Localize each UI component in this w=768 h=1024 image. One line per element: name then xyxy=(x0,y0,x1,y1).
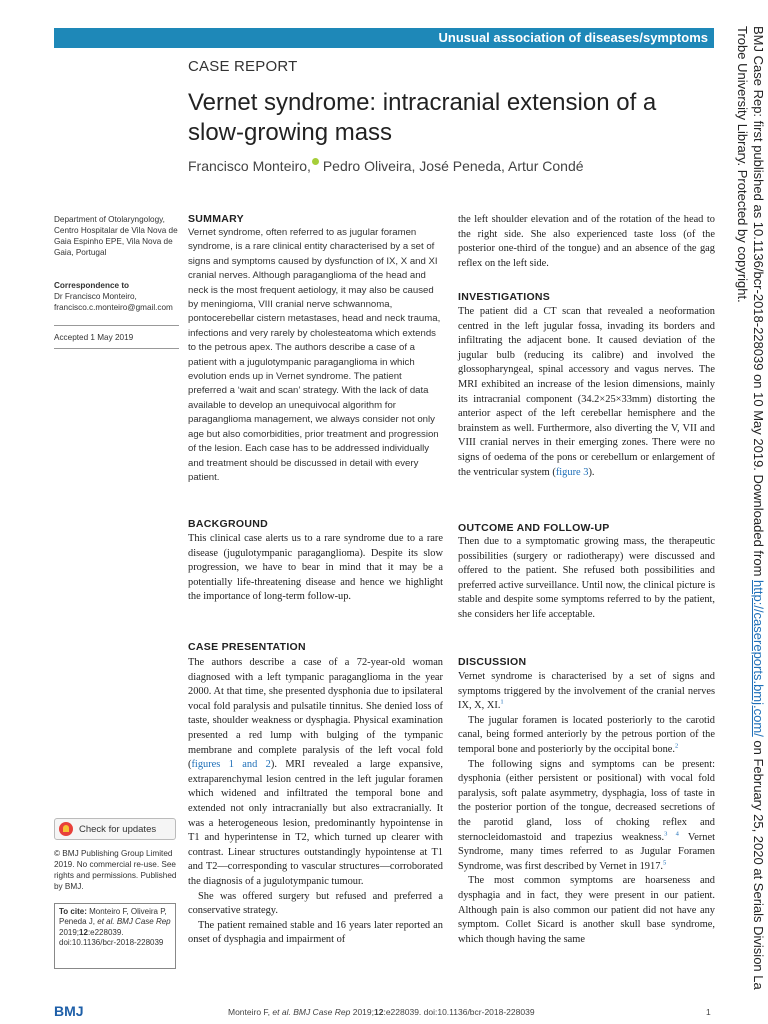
case-paragraph-1 xyxy=(188,656,443,890)
discussion-paragraph-3 xyxy=(458,758,715,875)
to-cite-volume: 12 xyxy=(79,927,88,937)
footer-cite-journal: et al. BMJ Case Rep xyxy=(272,1007,351,1017)
case-text-a: The authors describe a case of a 72-year-old woman diagnosed with a left tympanic paraganglioma in the year 2000. At that time, she presented dysphonia due to ipsilateral vocal fold paralysis and pulsatile tinnitus. She denied loss of taste, shoulder weakness or dysphagia. Physical examination presented a red lump with bulging of the tympanic membrane and complete paralysis of the left vocal fold ( xyxy=(188,657,443,771)
disc-text-1: Vernet syndrome is characterised by a set of signs and symptoms triggered by the involvement of the cranial nerves IX, X, XI. xyxy=(458,671,715,712)
article-type-label: CASE REPORT xyxy=(188,58,298,75)
case-text-b: ). MRI revealed a large expansive, extraparenchymal lesion centred in the left jugular foramen which widened and infiltrated the temporal bone and extended not only intracranially but also extracranially. It was a heterogeneous lesion, predominantly hypointense in T1 and hyperintense in T2, which turned up clearer with contrast. Linear structures outstandingly hypointense at T1 and T2—corresponding to vascular structures—corroborated the diagnosis of a jugulotympanic tumour. xyxy=(188,759,443,887)
footer-cite-year: 2019; xyxy=(350,1007,374,1017)
author-rest: Pedro Oliveira, José Peneda, Artur Condé xyxy=(318,158,584,174)
reference-1[interactable]: 1 xyxy=(500,698,504,706)
download-notice-a: BMJ Case Rep: first published as 10.1136/bcr-2018-228039 on 10 May 2019. Downloaded from xyxy=(751,26,766,581)
right-column-continuation xyxy=(458,213,715,271)
category-banner: Unusual association of diseases/symptoms xyxy=(54,28,714,48)
investigations-paragraph xyxy=(458,305,715,480)
article-title: Vernet syndrome: intracranial extension of a slow-growing mass xyxy=(188,89,657,146)
reference-5[interactable]: 5 xyxy=(663,859,667,867)
author-list xyxy=(188,158,584,174)
outcome-text xyxy=(458,535,715,623)
investigations-text-b: ). xyxy=(588,466,595,478)
to-cite-label: To cite: xyxy=(59,907,87,916)
footer-cite-volume: 12 xyxy=(374,1007,384,1017)
author-first: Francisco Monteiro, xyxy=(188,158,311,174)
to-cite-text: Monteiro F, Oliveira P, Peneda J, xyxy=(59,907,167,927)
investigations-heading: INVESTIGATIONS xyxy=(458,291,551,303)
case-presentation-text xyxy=(188,656,443,948)
reference-2[interactable]: 2 xyxy=(675,742,679,750)
page-number: 1 xyxy=(706,1007,711,1017)
crossmark-icon xyxy=(59,822,73,836)
sidebar-divider xyxy=(54,348,179,349)
copyright-notice: © BMJ Publishing Group Limited 2019. No commercial re-use. See rights and permissions. Published by BMJ. xyxy=(54,849,177,891)
continuation-paragraph: the left shoulder elevation and of the rotation of the head to the right side. She also experienced taste loss (of the posterior one-third of the tongue) and an absence of the gag reflex on the left side. xyxy=(458,214,715,269)
check-for-updates-button[interactable] xyxy=(54,818,176,840)
discussion-paragraph-2 xyxy=(458,714,715,758)
investigations-text-a: The patient did a CT scan that revealed a neoformation centred in the left jugular fossa, invading its borders and infiltrating the adjacent bone. It caused deviation of the jugular bulb (reducing its calibre) and involved the glossopharyngeal, spinal accessory and vagus nerves. The MRI exhibited an increase of the lesion dimensions, mainly its intracranial component (34.2×25×33mm) distorting the anterior aspect of the left cerebellar hemisphere and the brainstem as well. Furthermore, also diverting the V, VII and VIII cranial nerves in their emerging zones. There were no signs of oedema of the pons or cerebellum or enlargement of the ventricular system ( xyxy=(458,306,715,478)
casereports-link[interactable]: http://casereports.bmj.com/ xyxy=(751,580,766,737)
figures-link[interactable]: figures 1 and 2 xyxy=(191,759,271,771)
background-paragraph: This clinical case alerts us to a rare syndrome due to a rare disease (jugulotympanic paraganglioma). Despite its slow progression, we have to bear in mind that it may be a potentially life-threatening disease and hence we highlight the importance of long-term follow-up. xyxy=(188,533,443,603)
correspondence-email[interactable]: francisco.c.monteiro@gmail.com xyxy=(54,303,173,312)
investigations-text xyxy=(458,305,715,480)
accepted-date: Accepted 1 May 2019 xyxy=(54,333,134,342)
correspondence-name: Dr Francisco Monteiro, xyxy=(54,292,137,301)
to-cite-doi: :e228039. doi:10.1136/bcr-2018-228039 xyxy=(59,927,164,948)
footer-citation xyxy=(228,1007,535,1017)
orcid-icon[interactable] xyxy=(312,158,319,165)
discussion-paragraph-4: The most common symptoms are hoarseness and dysphagia and in fact, they were present in our patient. Although pain is also common our patient did not have any symptom. Collet Sicard is another skull base syndrome, which though having the same xyxy=(458,875,715,945)
case-paragraph-3: The patient remained stable and 16 years later reported an onset of dysphagia and impairment of xyxy=(188,919,443,946)
download-notice-b: on February 25, 2020 at Serials Division La Trobe University Library. Protected by copyright. xyxy=(735,26,766,990)
outcome-heading: OUTCOME AND FOLLOW-UP xyxy=(458,522,610,534)
correspondence-heading: Correspondence to xyxy=(54,281,130,290)
summary-text: Vernet syndrome, often referred to as jugular foramen syndrome, is a rare clinical entity characterised by a set of signs and symptoms caused by dysfunction of IX, X and XI cranial nerves. Although paraganglioma of the head and neck is the most frequent aetiology, it may also be caused by meningioma, VIII cranial nerve schwannoma, pontocerebellar cistern metastases, head and neck trauma, infections and very rarely by cholesteatoma which extends to the petrous apex. The authors describe a case of a patient with a jugulotympanic paraganglioma in which evolution ends up in Vernet syndrome. The patient preferred a ‘wait and scan’ strategy. With the lack of data available to develop an unequivocal algorithm for paraganglioma management, we always consider not only age but also comorbidities, prior treatment and progression of the lesion. Each case has to be addressed individually and treatment should be discussed in detail with every patient. xyxy=(188,227,441,483)
to-cite-journal: et al. BMJ Case Rep xyxy=(97,917,171,927)
affiliation: Department of Otolaryngology, Centro Hospitalar de Vila Nova de Gaia Espinho EPE, Vila Nova de Gaia, Portugal xyxy=(54,215,178,257)
reference-3-4[interactable]: 3 4 xyxy=(664,830,679,838)
to-cite-year: 2019; xyxy=(59,927,80,937)
discussion-paragraph-1 xyxy=(458,670,715,714)
figure-3-link[interactable]: figure 3 xyxy=(555,466,589,478)
footer-cite-authors: Monteiro F, xyxy=(228,1007,273,1017)
discussion-heading: DISCUSSION xyxy=(458,656,527,668)
sidebar-divider xyxy=(54,325,179,326)
disc-text-3a: The following signs and symptoms can be present: dysphonia (either persistent or positional) with vocal fold paralysis, soft palate asymmetry, dysphagia, loss of taste in the posterior portion of the tongue, decreased secretions of the parotid gland, loss of choking reflex and sternocleidomastoid and trapezius weakness. xyxy=(458,758,715,843)
background-text xyxy=(188,532,443,605)
background-heading: BACKGROUND xyxy=(188,518,268,530)
download-notice xyxy=(734,26,766,1016)
to-cite-box xyxy=(54,903,176,969)
footer-cite-doi: :e228039. doi:10.1136/bcr-2018-228039 xyxy=(383,1007,535,1017)
summary-heading: SUMMARY xyxy=(188,213,244,225)
check-updates-label: Check for updates xyxy=(79,823,157,835)
case-paragraph-2: She was offered surgery but refused and preferred a conservative strategy. xyxy=(188,890,443,917)
bmj-logo: BMJ xyxy=(54,1003,84,1019)
case-presentation-heading: CASE PRESENTATION xyxy=(188,641,306,653)
disc-text-2: The jugular foramen is located posteriorly to the carotid canal, being formed anteriorly by the petrous portion of the temporal bone and posteriorly by the occipital bone. xyxy=(458,714,715,755)
discussion-text xyxy=(458,670,715,947)
disc-text-3b: Vernet Syndrome, many times referred to as Jugular Foramen Syndrome, was first described by Vernet in 1917. xyxy=(458,831,716,872)
outcome-paragraph: Then due to a symptomatic growing mass, the therapeutic possibilities (surgery or radiotherapy) were discussed and offered to the patient. She refused both possibilities and preferred active surveillance. Until now, the clinical picture is stable and despite some symptoms referred to by the patient, she considers her life acceptable. xyxy=(458,536,715,620)
correspondence xyxy=(54,280,179,313)
